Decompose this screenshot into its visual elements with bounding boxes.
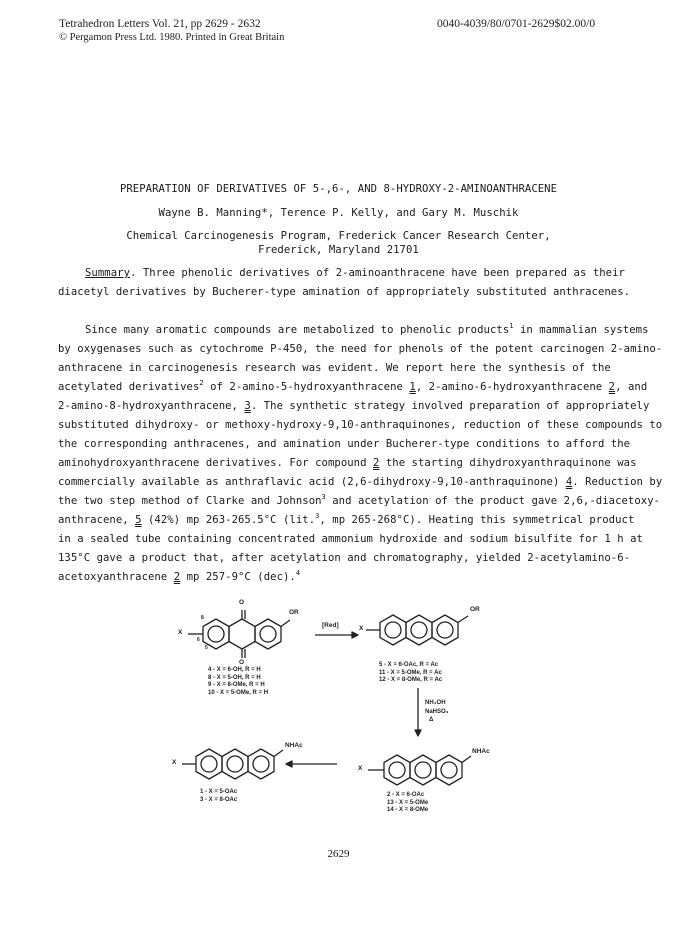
ref-1: 1 <box>509 322 514 330</box>
ref-2: 2 <box>199 379 204 387</box>
reduction-label: [Red] <box>322 622 339 629</box>
amine-right-nhac: NHAc <box>472 748 490 755</box>
anthracene-x: X <box>359 625 364 632</box>
amine-left-nhac: NHAc <box>285 742 303 749</box>
compound-2-ref: 2 <box>372 457 380 469</box>
ref-3: 3 <box>321 493 326 501</box>
amine-right-structure <box>368 755 471 785</box>
authors: Wayne B. Manning*, Terence P. Kelly, and Gary M. Muschik <box>158 207 519 219</box>
anthracene-structure <box>366 615 468 645</box>
summary-label: Summary <box>85 267 130 279</box>
article-code: 0040-4039/80/0701-2629$02.00/0 <box>437 18 596 30</box>
affiliation-line-1: Chemical Carcinogenesis Program, Frederick Cancer Research Center, <box>126 230 551 242</box>
amine-left-labels: 1 - X = 5-OAc 3 - X = 8-OAc <box>200 789 238 803</box>
quinone-oxygen-bottom: O <box>239 659 245 666</box>
compound-5-ref: 5 <box>135 514 142 526</box>
ref-4: 4 <box>295 569 301 577</box>
compound-4-ref: 4 <box>565 476 573 488</box>
compound-2-ref: 2 <box>173 571 181 583</box>
compound-1-ref: 1 <box>409 381 416 393</box>
body-paragraph: Since many aromatic compounds are metabolized to phenolic products$^1$ in mammalian systems by oxygenases such as cytochrome P-450, the need for phenols of the potent carcinogen 2-amino- anthracene in carcinogenesis research was evident. We report here the synthesis of the acetylated derivatives$^2$ of 2-amino-5-hydroxyanthracene 1, 2-amino-6-hydroxyanthracene 2, and 2-amino-8-hydroxyanthracene, 3. The synthetic strategy involved preparation of appropriately substituted dihydroxy- or methoxy-hydroxy-9,10-anthraquinones, reduction of these compounds to the corresponding anthracenes, and amination under Bucherer-type conditions to afford the aminohydroxyanthracene derivatives. For compound 2 the starting dihydroxyanthraquinone was commercially available as anthraflavic acid (2,6-dihydroxy-9,10-anthraquinone) 4. Reduction by the two step method of Clarke and Johnson$^3$ and acetylation of the product gave 2,6,-diacetoxy- anthracene, 5 (42%) mp 263-265.5°C (lit.$^3$, mp 265-268°C). Heating this symmetrical product in a sealed tube containing concentrated ammonium hydroxide and sodium bisulfite for 1 h at 135°C gave a product that, after acetylation and chromatography, yielded 2-acetylamino-6- acetoxyanthracene 2 mp 257-9°C (dec).$^4$ <box>58 322 663 583</box>
quinone-pos-6: 6 <box>197 637 200 643</box>
amine-right-x: X <box>358 765 363 772</box>
page-number: 2629 <box>327 848 350 860</box>
ref-3b: 3 <box>315 512 320 520</box>
amine-right-labels: 2 - X = 6-OAc 13 - X = 5-OMe 14 - X = 8-OMe <box>387 792 429 813</box>
affiliation-line-2: Frederick, Maryland 21701 <box>258 244 419 256</box>
summary: Summary. Three phenolic derivatives of 2-aminoanthracene have been prepared as their diacetyl derivatives by Bucherer-type amination of appropriately substituted anthracenes. <box>58 267 631 298</box>
amine-left-structure <box>182 749 283 779</box>
hydrolysis-arrow <box>286 761 337 767</box>
copyright-line: © Pergamon Press Ltd. 1980. Printed in Great Britain <box>59 32 285 43</box>
anthracene-labels: 5 - X = 6-OAc, R = Ac 11 - X = 5-OMe, R = Ac 12 - X = 8-OMe, R = Ac <box>379 662 443 683</box>
paper-title: PREPARATION OF DERIVATIVES OF 5-,6-, AND 8-HYDROXY-2-AMINOANTHRACENE <box>119 183 558 195</box>
amination-arrow <box>415 688 421 736</box>
journal-citation: Tetrahedron Letters Vol. 21, pp 2629 - 2632 <box>59 18 261 30</box>
amination-reagents: NH₄OH NaHSO₃ Δ <box>425 700 449 723</box>
quinone-oxygen-top: O <box>239 599 245 606</box>
compound-2-ref: 2 <box>608 381 616 393</box>
compound-3-ref: 3 <box>244 400 251 412</box>
amine-left-x: X <box>172 759 177 766</box>
quinone-pos-5: 5 <box>205 645 208 651</box>
quinone-or: OR <box>289 609 299 616</box>
anthracene-or: OR <box>470 606 480 613</box>
quinone-labels: 4 - X = 6-OH, R = H 8 - X = 5-OH, R = H 9 - X = 8-OMe, R = H 10 - X = 5-OMe, R = H <box>208 667 269 696</box>
reduction-arrow <box>315 632 358 638</box>
quinone-pos-8: 8 <box>201 615 204 621</box>
quinone-x: X <box>178 629 183 636</box>
